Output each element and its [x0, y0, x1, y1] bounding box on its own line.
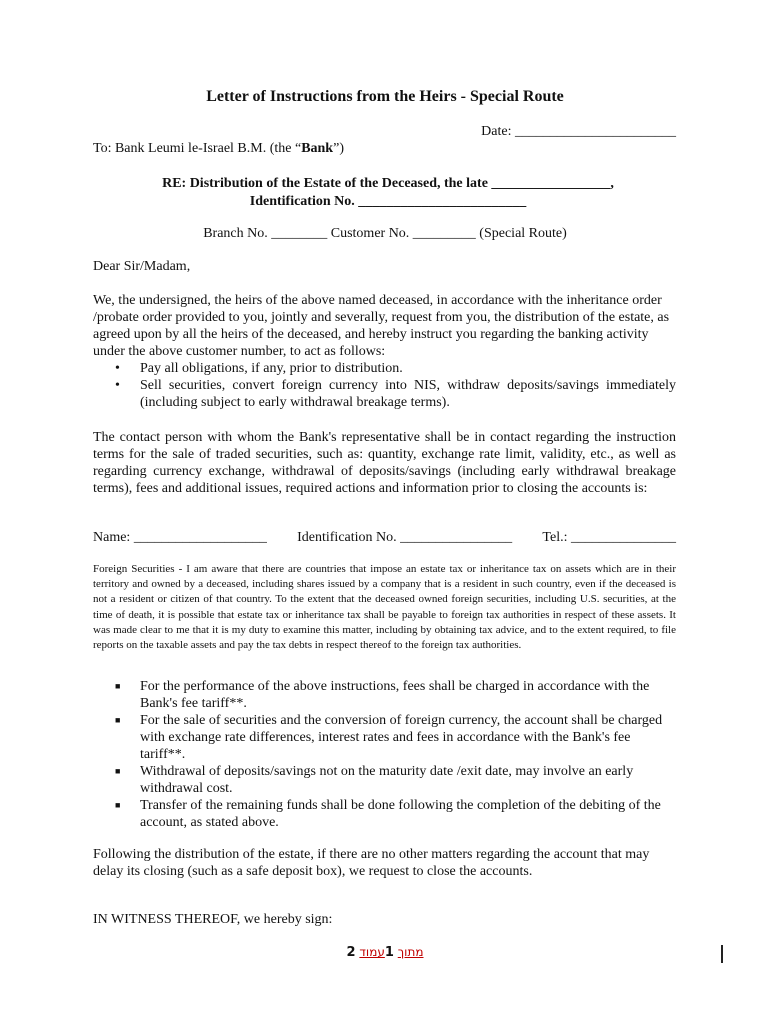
intro-paragraph: We, the undersigned, the heirs of the above named deceased, in accordance with the inheritance order /probate order provided to you, jointly and severally, request from you, the distribution of the estate, as agreed upon by all the heirs of the deceased, and hereby instruct you regarding the banking activity under the above customer number, to act as follows: [93, 293, 670, 359]
closing-paragraph: Following the distribution of the estate, if there are no other matters regarding the account that may delay its closing (such as a safe deposit box), we request to close the accounts. [93, 847, 650, 879]
bullet-icon: • [115, 378, 120, 393]
fee-text: For the sale of securities and the conversion of foreign currency, the account shall be charged with exchange rate differences, interest rates and fees in accordance with the Bank's fee tariff**. [140, 713, 663, 762]
fee-section [93, 678, 676, 831]
list-item [93, 797, 676, 831]
fee-text: Transfer of the remaining funds shall be done following the completion of the debiting of the account, as stated above. [140, 798, 661, 830]
subject-line-1: RE: Distribution of the Estate of the Deceased, the late _________________, [162, 176, 614, 191]
fee-list [93, 678, 676, 831]
contact-fields-line [93, 530, 676, 546]
salutation: Dear Sir/Madam, [93, 259, 191, 274]
foreign-securities-note: Foreign Securities - I am aware that there are countries that impose an estate tax or inheritance tax on assets which are in their territory and owned by a deceased, including shares issued by a company that is a resident in such country, even if the deceased is not a resident or citizen of that country. To the extent that the deceased owned foreign securities, including U.S. securities, at the time of death, it is possible that estate tax or inheritance tax shall be payable to foreign tax authorities in respect of these assets. It was made clear to me that it is my duty to examine this matter, including by obtaining tax advice, and to the extent required, to file reports on the taxable assets and pay the tax debts in respect thereof to the foreign tax authorities. [93, 563, 676, 652]
text-cursor-bar [721, 945, 723, 963]
document-title: Letter of Instructions from the Heirs - Special Route [206, 88, 564, 105]
footer-page-label: עמוד [359, 945, 385, 959]
square-bullet-icon: ■ [115, 800, 121, 810]
contact-paragraph: The contact person with whom the Bank's representative shall be in contact regarding the instruction terms for the sale of traded securities, such as: quantity, exchange rate limit, validity, etc., as well as regarding currency exchange, withdrawal of deposits/savings (including early withdrawal breakage terms), fees and additional issues, required actions and information prior to closing the accounts is: [93, 430, 676, 496]
branch-customer-line: Branch No. ________ Customer No. _________ (Special Route) [203, 226, 567, 241]
tel-field: Tel.: _______________ [542, 530, 676, 545]
subject-line-2: Identification No. ________________________ [249, 194, 527, 209]
list-item [93, 678, 676, 712]
addressee-prefix: To: Bank Leumi le-Israel B.M. (the “ [93, 141, 302, 156]
fee-text: For the performance of the above instructions, fees shall be charged in accordance with the Bank's fee tariff**. [140, 679, 650, 711]
date-line: Date: _______________________ [481, 124, 676, 139]
page-footer [0, 945, 770, 960]
list-item [93, 360, 676, 377]
identification-field: Identification No. ________________ [297, 530, 513, 545]
addressee-bank: Bank [301, 141, 334, 156]
current-page: 1 [384, 945, 394, 960]
list-item [93, 377, 676, 411]
witness-line: IN WITNESS THEREOF, we hereby sign: [93, 912, 333, 927]
instruction-text: Sell securities, convert foreign currency into NIS, withdraw deposits/savings immediately (including subject to early withdrawal breakage terms). [140, 378, 676, 410]
list-item [93, 763, 676, 797]
fee-text: Withdrawal of deposits/savings not on the maturity date /exit date, may involve an early withdrawal cost. [140, 764, 634, 796]
instruction-text: Pay all obligations, if any, prior to distribution. [140, 361, 403, 376]
addressee-line [93, 141, 344, 157]
square-bullet-icon: ■ [115, 681, 121, 691]
list-item [93, 712, 676, 763]
total-pages: 2 [346, 945, 356, 960]
instruction-list [93, 360, 676, 411]
subject-block [93, 175, 683, 211]
bullet-icon: • [115, 361, 120, 376]
addressee-suffix: ”) [333, 141, 344, 156]
name-field: Name: ___________________ [93, 530, 267, 545]
intro-section [93, 292, 676, 411]
footer-from-label: מתוך [397, 945, 424, 959]
square-bullet-icon: ■ [115, 715, 121, 725]
square-bullet-icon: ■ [115, 766, 121, 776]
